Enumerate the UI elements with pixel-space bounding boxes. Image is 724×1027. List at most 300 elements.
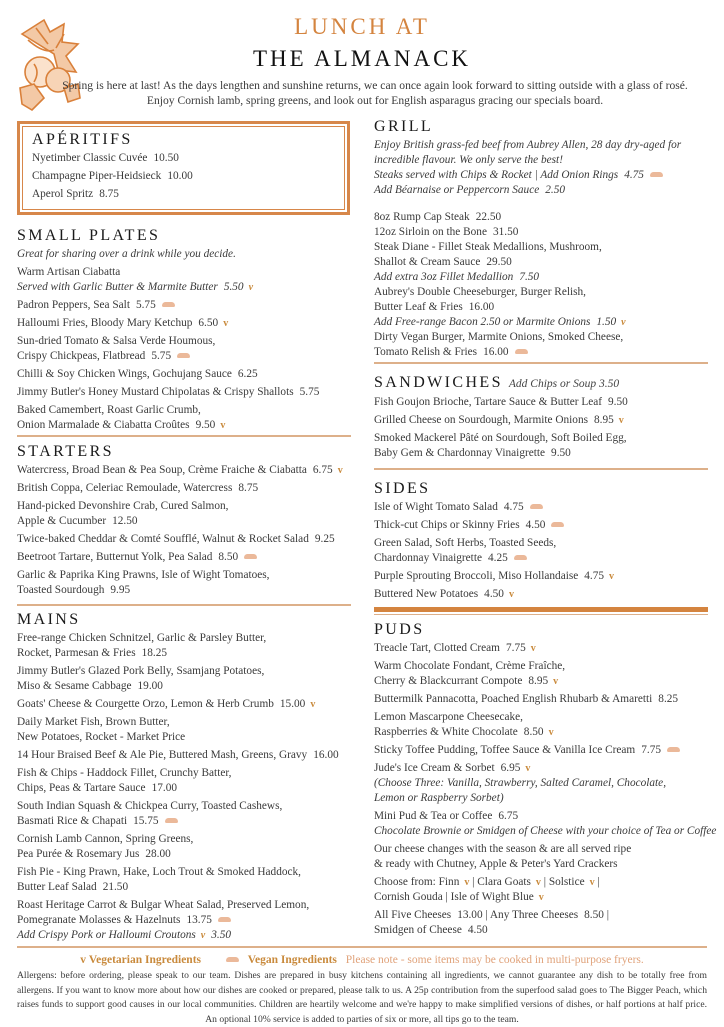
menu-item-line [32,151,332,166]
menu-item-price: 7.50 [519,271,540,283]
menu-item-name: Grilled Cheese on Sourdough, Marmite Onions [374,414,588,426]
menu-item-line [374,500,708,515]
menu-item-line [374,431,708,446]
menu-item-line [17,532,351,547]
menu-item-text: | Any Three Cheeses [482,909,579,921]
menu-item-line [374,587,708,602]
menu-item-name: Garlic & Paprika King Prawns, Isle of Wight Tomatoes, [17,569,270,581]
vegan-icon [514,555,527,560]
menu-item [374,270,708,285]
section-title [374,480,708,498]
menu-item-line [17,748,351,763]
menu-item-name: Cornish Lamb Cannon, Spring Greens, [17,833,194,845]
menu-item [374,168,708,183]
menu-item [374,842,708,872]
diet-legend [0,954,724,966]
menu-item-line [374,674,708,689]
vegetarian-icon: v [553,676,559,687]
menu-item [17,631,351,661]
menu-item-text: | [594,876,600,888]
menu-item-line [17,715,351,730]
menu-item-name: Free-range Chicken Schnitzel, Garlic & Parsley Butter, [17,632,267,644]
menu-item-line [374,857,708,872]
menu-item-name: Apple & Cucumber [17,515,107,527]
menu-item-price: 31.50 [492,226,519,238]
menu-item-line [17,847,351,862]
menu-item-name: Aubrey's Double Cheeseburger, Burger Relish, [374,286,586,298]
menu-item-name: Steak Diane - Fillet Steak Medallions, Mushroom, [374,241,602,253]
menu-item-line [374,536,708,551]
menu-item [374,587,708,602]
menu-item-line [17,865,351,880]
vegetarian-icon: v [548,727,554,738]
menu-item-name: Roast Heritage Carrot & Bulgar Wheat Salad, Preserved Lemon, [17,899,310,911]
menu-item-name: Fish & Chips - Haddock Fillet, Crunchy Batter, [17,767,232,779]
vegetarian-label: Vegetarian Ingredients [88,954,201,966]
menu-item-name: Our cheese changes with the season & are all served ripe [374,843,632,855]
menu-item [17,898,351,928]
menu-item [374,330,708,360]
menu-item-price: 15.00 [279,698,306,710]
menu-item-price: 2.50 [545,184,566,196]
menu-item-price: 21.50 [102,881,129,893]
menu-item-price: 9.50 [608,396,628,408]
menu-item-name: Mini Pud & Tea or Coffee [374,810,493,822]
menu-item-line [32,187,332,202]
menu-item-line [374,923,708,938]
menu-item-name: Pea Purée & Rosemary Jus [17,848,140,860]
menu-item-line [17,898,351,913]
menu-item-line [374,659,708,674]
menu-item-price: 10.50 [153,152,179,164]
menu-item-line [374,225,708,240]
vegetarian-icon: v [609,571,615,582]
menu-item-line [17,631,351,646]
section-title-text: SANDWICHES [374,374,503,391]
menu-item [17,766,351,796]
menu-item-name: Tomato Relish & Fries [374,346,478,358]
menu-item-price: 12.50 [112,515,138,527]
menu-item [17,550,351,565]
section-aside: Add Chips or Soup 3.50 [508,378,620,390]
menu-item-name: Toasted Sourdough [17,584,105,596]
menu-item-name: Hand-picked Devonshire Crab, Cured Salmon, [17,500,229,512]
divider-thick [374,607,708,612]
menu-item-line [17,514,351,529]
vegan-icon [650,172,663,177]
menu-item-line [374,791,708,806]
menu-item-line [17,550,351,565]
section-title-text: STARTERS [17,443,114,460]
menu-item-price: 8.50 [218,551,239,563]
vegetarian-icon: v [337,465,343,476]
menu-item-line [374,842,708,857]
menu-item [17,499,351,529]
menu-item [374,824,717,839]
divider [374,468,708,470]
menu-item-price: 8.95 [593,414,614,426]
menu-item-line [374,743,708,758]
menu-item-name: Purple Sprouting Broccoli, Miso Hollandaise [374,570,579,582]
menu-item-line [374,569,708,584]
menu-item [374,395,708,410]
menu-item-name: 12oz Sirloin on the Bone [374,226,487,238]
section-title-text: PUDS [374,621,425,638]
menu-item-name: Chardonnay Vinaigrette [374,552,482,564]
menu-item-text: Choose from: Finn [374,876,460,888]
vegetarian-icon: v [200,930,206,941]
menu-item-line [374,809,708,824]
menu-item-price: 5.75 [135,299,156,311]
menu-item-name: 14 Hour Braised Beef & Ale Pie, Buttered Mash, Greens, Gravy [17,749,308,761]
menu-item-name: Halloumi Fries, Bloody Mary Ketchup [17,317,193,329]
menu-item [374,500,708,515]
menu-item [374,743,708,758]
menu-item-text: Cornish Gouda | Isle of Wight Blue [374,891,534,903]
menu-item-price: 5.75 [151,350,172,362]
menu-item-name: Cherry & Blackcurrant Compote [374,675,523,687]
menu-item-name: Treacle Tart, Clotted Cream [374,642,500,654]
divider [17,435,351,437]
menu-item [17,334,351,364]
menu-item-name: 8oz Rump Cap Steak [374,211,470,223]
menu-item-line [374,168,708,183]
menu-item-name: Miso & Sesame Cabbage [17,680,132,692]
menu-item-line [17,367,351,382]
fryer-note: Please note - some items may be cooked in multi-purpose fryers. [345,954,644,966]
menu-item-price: 13.00 [457,909,483,921]
menu-item-line [17,385,351,400]
menu-item [374,285,708,315]
menu-item-text: | Clara Goats [469,876,531,888]
menu-item-price: 7.75 [641,744,661,756]
menu-item-name: Watercress, Broad Bean & Pea Soup, Crème Fraiche & Ciabatta [17,464,307,476]
divider [17,604,351,606]
vegan-icon [165,818,178,823]
menu-item-price: 16.00 [313,749,339,761]
menu-item-price: 6.25 [237,368,258,380]
menu-item-name: Chocolate Brownie or Smidgen of Cheese with your choice of Tea or Coffee [374,825,717,837]
menu-item-line [17,880,351,895]
menu-item-name: Butter Leaf Salad [17,881,97,893]
menu-item-name: Smoked Mackerel Pâté on Sourdough, Soft Boiled Egg, [374,432,627,444]
vegan-icon [177,353,190,358]
menu-item-name: & ready with Chutney, Apple & Peter's Yard Crackers [374,858,618,870]
section-sides [374,480,708,605]
menu-item [374,240,708,270]
menu-item [374,659,708,689]
menu-item-name: Jimmy Butler's Glazed Pork Belly, Ssamjang Potatoes, [17,665,265,677]
menu-item-text: All Five Cheeses [374,909,452,921]
section-title [17,611,351,629]
menu-item-name: (Choose Three: Vanilla, Strawberry, Salted Caramel, Chocolate, [374,777,667,789]
section-title [17,227,351,245]
menu-item-line [17,766,351,781]
menu-item-price: 5.50 [223,281,244,293]
menu-item-price: 10.00 [167,170,193,182]
menu-item [374,692,708,707]
menu-item [17,316,351,331]
menu-item [374,809,708,824]
section-subtitle: Great for sharing over a drink while you decide. [17,248,236,260]
menu-item-price: 4.50 [484,588,504,600]
vegan-label: Vegan Ingredients [247,954,337,966]
menu-item [17,865,351,895]
menu-item-line [17,679,351,694]
menu-item [374,536,708,566]
menu-item-line [374,153,708,168]
menu-item-name: Basmati Rice & Chapati [17,815,128,827]
menu-item-price: 19.00 [137,680,163,692]
menu-item-line [17,730,351,745]
menu-item-price: 17.00 [151,782,177,794]
menu-item-line [374,210,708,225]
section-title [374,118,708,136]
menu-item-line [374,270,708,285]
menu-item-name: Padron Peppers, Sea Salt [17,299,130,311]
vegetarian-icon: v [248,282,254,293]
menu-item-price: 6.75 [498,810,519,822]
vegan-icon [551,522,564,527]
vegetarian-icon: v [223,318,229,329]
menu-item [374,641,708,656]
section-title-text: SIDES [374,480,431,497]
menu-item-name: Sun-dried Tomato & Salsa Verde Houmous, [17,335,216,347]
vegetarian-icon: v [80,954,86,966]
menu-item [17,748,351,763]
menu-item-name: Add extra 3oz Fillet Medallion [374,271,514,283]
menu-item-price: 15.75 [133,815,159,827]
menu-item-line [374,518,708,533]
menu-item-name: Beetroot Tartare, Butternut Yolk, Pea Salad [17,551,213,563]
menu-item-price: 9.25 [314,533,335,545]
menu-item-name: Jimmy Butler's Honey Mustard Chipolatas & Crispy Shallots [17,386,294,398]
menu-item [374,569,708,584]
menu-item-price: 22.50 [475,211,502,223]
menu-item-name: Baby Gem & Chardonnay Vinaigrette [374,447,546,459]
menu-item [17,928,351,943]
vegetarian-icon: v [589,877,595,888]
menu-item-name: Sticky Toffee Pudding, Toffee Sauce & Vanilla Ice Cream [374,744,636,756]
menu-item-name: Dirty Vegan Burger, Marmite Onions, Smoked Cheese, [374,331,624,343]
menu-item-line [32,169,332,184]
menu-item-name: Nyetimber Classic Cuvée [32,152,148,164]
menu-item [32,151,332,166]
divider [374,362,708,364]
menu-item-line [374,710,708,725]
menu-item-line [374,395,708,410]
divider [374,614,708,615]
menu-item-text: | Solstice [540,876,585,888]
footer-divider [17,946,707,948]
menu-item-line [374,300,708,315]
menu-item [17,799,351,829]
menu-item [374,138,708,168]
menu-item-line [374,240,708,255]
vegan-icon [530,504,543,509]
menu-item-line [17,928,351,943]
section-small-plates [17,227,351,436]
menu-item-line [374,285,708,300]
section-starters [17,443,351,601]
menu-item [374,210,708,225]
menu-item-name: Buttered New Potatoes [374,588,479,600]
vegetarian-icon: v [618,415,624,426]
menu-item-line [17,664,351,679]
menu-item-price: 9.50 [551,447,571,459]
menu-item-name: South Indian Squash & Chickpea Curry, Toasted Cashews, [17,800,283,812]
vegetarian-icon: v [530,643,536,654]
menu-item-line [374,692,708,707]
menu-item-description: Served with Garlic Butter & Marmite Butter [17,281,218,293]
menu-item-line [374,330,708,345]
menu-item-price: 9.50 [195,419,216,431]
menu-item-name: Rocket, Parmesan & Fries [17,647,136,659]
menu-item [374,908,708,938]
menu-item-name: Pomegranate Molasses & Hazelnuts [17,914,181,926]
menu-item-price: 1.50 [596,316,617,328]
menu-item-price: 6.95 [500,762,521,774]
menu-item [17,664,351,694]
menu-item-price: 9.95 [110,584,131,596]
menu-item-price: 8.50 [523,726,544,738]
menu-item-price: 5.75 [299,386,320,398]
intro-text: Spring is here at last! As the days lengthen and sunshine returns, we can once again look forward to sitting outside with a glass of rosé. Enjoy Cornish lamb, spring greens, and look out for English asparagus gracing our specials board. [62,79,688,107]
section-sandwiches [374,374,708,464]
menu-item [17,568,351,598]
menu-item-line [17,568,351,583]
menu-item [374,761,708,776]
menu-item-price: 13.75 [186,914,212,926]
menu-item-price: 29.50 [486,256,512,268]
section-title [32,131,332,149]
menu-item-line [374,641,708,656]
menu-item-name: British Coppa, Celeriac Remoulade, Watercress [17,482,233,494]
menu-item-line [374,824,717,839]
menu-item [374,518,708,533]
menu-item-line [374,725,708,740]
menu-item-name: New Potatoes, Rocket - Market Price [17,731,186,743]
menu-item-name: Aperol Spritz [32,188,94,200]
menu-item-line [374,413,708,428]
menu-item-line [17,697,351,712]
menu-item [17,697,351,712]
menu-item-name: incredible flavour. We only serve the best! [374,154,563,166]
menu-item-name: Baked Camembert, Roast Garlic Crumb, [17,404,201,416]
spacer [374,198,708,210]
menu-item-price: 3.50 [211,929,232,941]
menu-item-name: Goats' Cheese & Courgette Orzo, Lemon & Herb Crumb [17,698,274,710]
menu-item-line [374,183,708,198]
menu-item-line [374,890,708,905]
menu-item [17,481,351,496]
menu-item [17,832,351,862]
section-title-text: APÉRITIFS [32,131,133,148]
menu-item-price: 4.25 [487,552,508,564]
menu-item-line [374,875,708,890]
menu-item-name: Fish Goujon Brioche, Tartare Sauce & Butter Leaf [374,396,603,408]
menu-item-line [374,315,708,330]
menu-item-price: 8.75 [99,188,119,200]
menu-item-line [374,138,708,153]
menu-item-line [17,418,351,433]
menu-item [17,265,351,295]
menu-item-price: 4.50 [525,519,546,531]
menu-item-name: Buttermilk Pannacotta, Poached English Rhubarb & Amaretti [374,693,653,705]
menu-item-price: 28.00 [145,848,171,860]
menu-item [17,298,351,313]
menu-item-name: Warm Chocolate Fondant, Crème Fraîche, [374,660,566,672]
menu-item-line [17,334,351,349]
menu-item [17,532,351,547]
menu-item-line [374,255,708,270]
menu-item [374,710,708,740]
menu-item [32,169,332,184]
menu-item-line [17,265,351,280]
menu-item-name: Warm Artisan Ciabatta [17,266,121,278]
title-line-2: THE ALMANACK [252,46,472,71]
menu-item [374,776,708,806]
menu-item-line [17,403,351,418]
menu-item-name: Steaks served with Chips & Rocket | Add Onion Rings [374,169,619,181]
menu-item-name: Add Béarnaise or Peppercorn Sauce [374,184,540,196]
section-title [374,374,708,393]
menu-item-price: 18.25 [141,647,168,659]
menu-item-name: Onion Marmalade & Ciabatta Croûtes [17,419,190,431]
menu-item-line [17,781,351,796]
menu-item-price: 4.75 [503,501,524,513]
menu-item-price: 4.50 [467,924,488,936]
menu-item [374,183,708,198]
menu-item [374,225,708,240]
menu-item-price: 4.75 [584,570,605,582]
menu-item-name: Twice-baked Cheddar & Comté Soufflé, Walnut & Rocket Salad [17,533,309,545]
menu-item-line [17,280,351,295]
menu-item-line [17,583,351,598]
menu-item-line [374,446,708,461]
menu-item-price: 8.50 [584,909,604,921]
menu-item-line [374,345,708,360]
menu-item-name: Champagne Piper-Heidsieck [32,170,162,182]
section-title [17,443,351,461]
vegan-icon [515,349,528,354]
menu-item-price: 16.00 [483,346,509,358]
section-puds [374,621,717,941]
menu-item [17,463,351,478]
vegetarian-icon: v [220,420,226,431]
menu-item-line [374,776,708,791]
menu-item-line [374,908,708,923]
vegetarian-icon: v [310,699,316,710]
vegan-icon [162,302,175,307]
section-grill [374,118,708,360]
menu-item-name: Chilli & Soy Chicken Wings, Gochujang Sauce [17,368,232,380]
menu-item-price: 7.75 [505,642,526,654]
menu-item-text: | [603,909,610,921]
vegan-icon [667,747,680,752]
allergens-notice: Allergens: before ordering, please speak to our team. Dishes are prepared in busy kitchens containing all ingredients, we cannot guarantee any dish to be totally free from allergens. If you want to know more about how our dishes are cooked or prepared, please talk to us. A 25p contribution from the superfood salad goes to The Bigger Peach, which raises funds to support good causes in our local communities. Children are heartily welcome and we're happy to make simplified versions of dishes, or half portions at half price. An optional 10% service is added to parties of six or more, all tips go to the team. [17,970,707,1025]
menu-item-price: 8.95 [528,675,549,687]
menu-item-name: Butter Leaf & Fries [374,301,463,313]
menu-item-name: Enjoy British grass-fed beef from Aubrey Allen, 28 day dry-aged for [374,139,682,151]
menu-item [17,715,351,745]
menu-item [374,413,708,428]
menu-item-line [17,499,351,514]
menu-item [374,875,708,905]
menu-item-name: Add Crispy Pork or Halloumi Croutons [17,929,196,941]
vegan-icon [218,917,231,922]
menu-item-line [17,913,351,928]
